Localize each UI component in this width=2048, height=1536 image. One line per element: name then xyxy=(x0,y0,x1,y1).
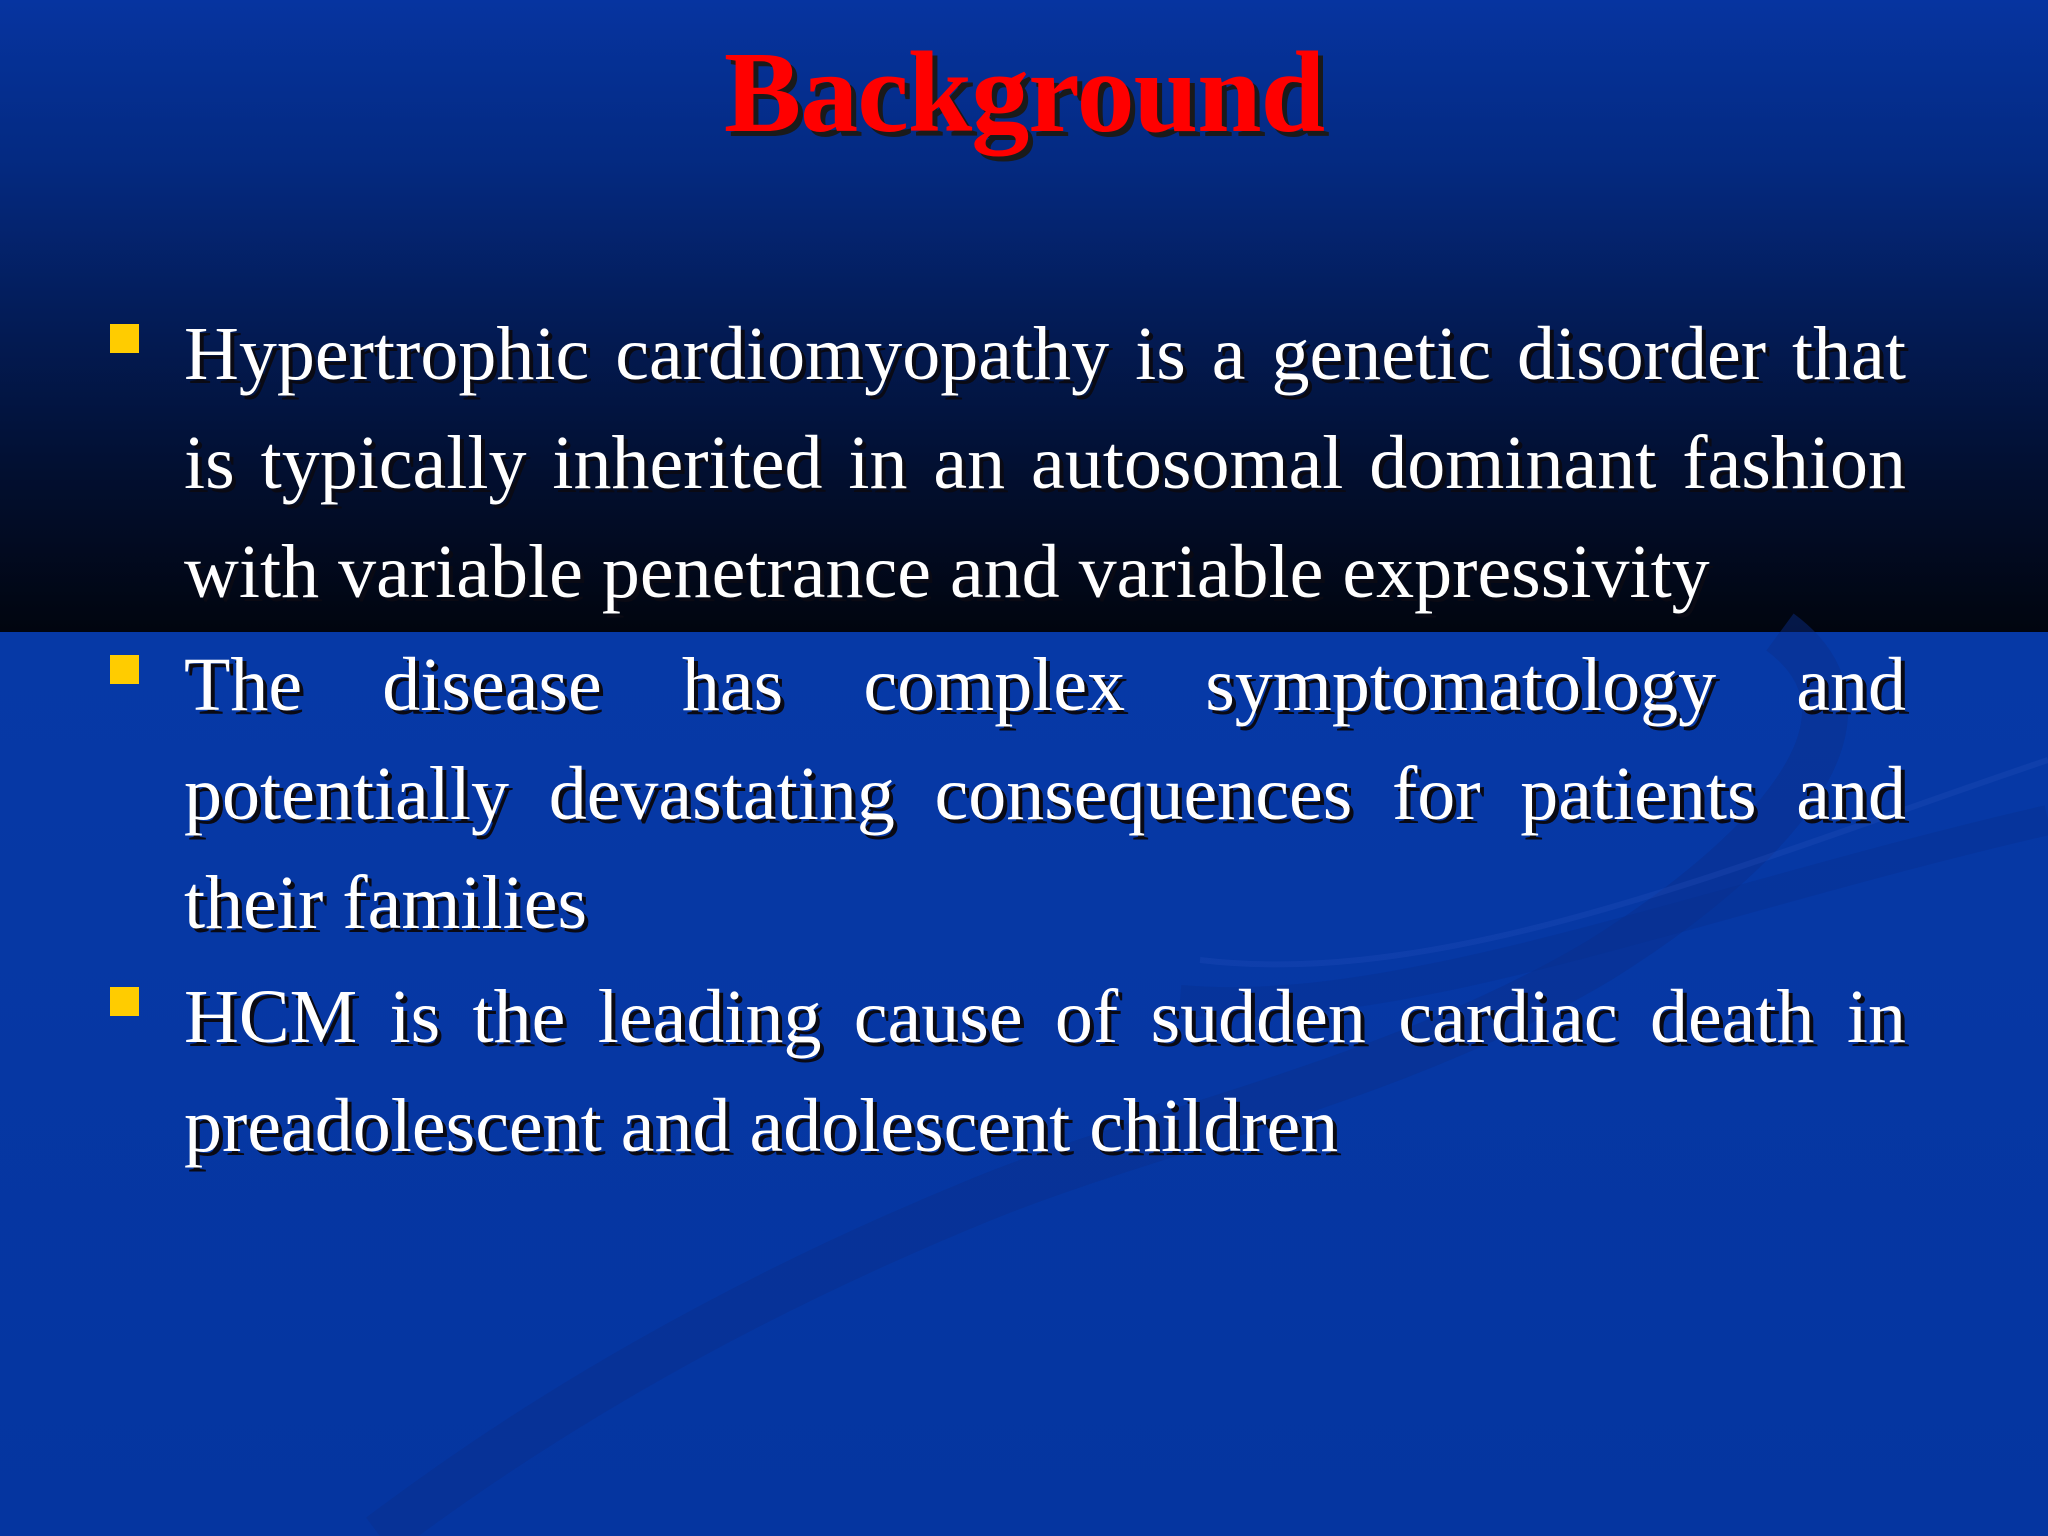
bullet-item xyxy=(110,963,1906,1181)
square-bullet-icon xyxy=(110,987,139,1016)
bullet-item xyxy=(110,631,1906,958)
bullet-item xyxy=(110,300,1906,627)
square-bullet-icon xyxy=(110,324,139,353)
bullet-text: HCM is the leading cause of sudden cardiac death in preadolescent and adolescent children xyxy=(184,975,1906,1168)
bullet-text: Hypertrophic cardiomyopathy is a genetic disorder that is typically inherited in an autosomal dominant fashion with variable penetrance and variable expressivity xyxy=(184,312,1906,614)
slide-title: Background xyxy=(723,29,1325,157)
square-bullet-icon xyxy=(110,655,139,684)
bullet-list xyxy=(110,300,1906,1181)
bullet-text: The disease has complex symptomatology and potentially devastating consequences for patients and their families xyxy=(184,643,1906,945)
